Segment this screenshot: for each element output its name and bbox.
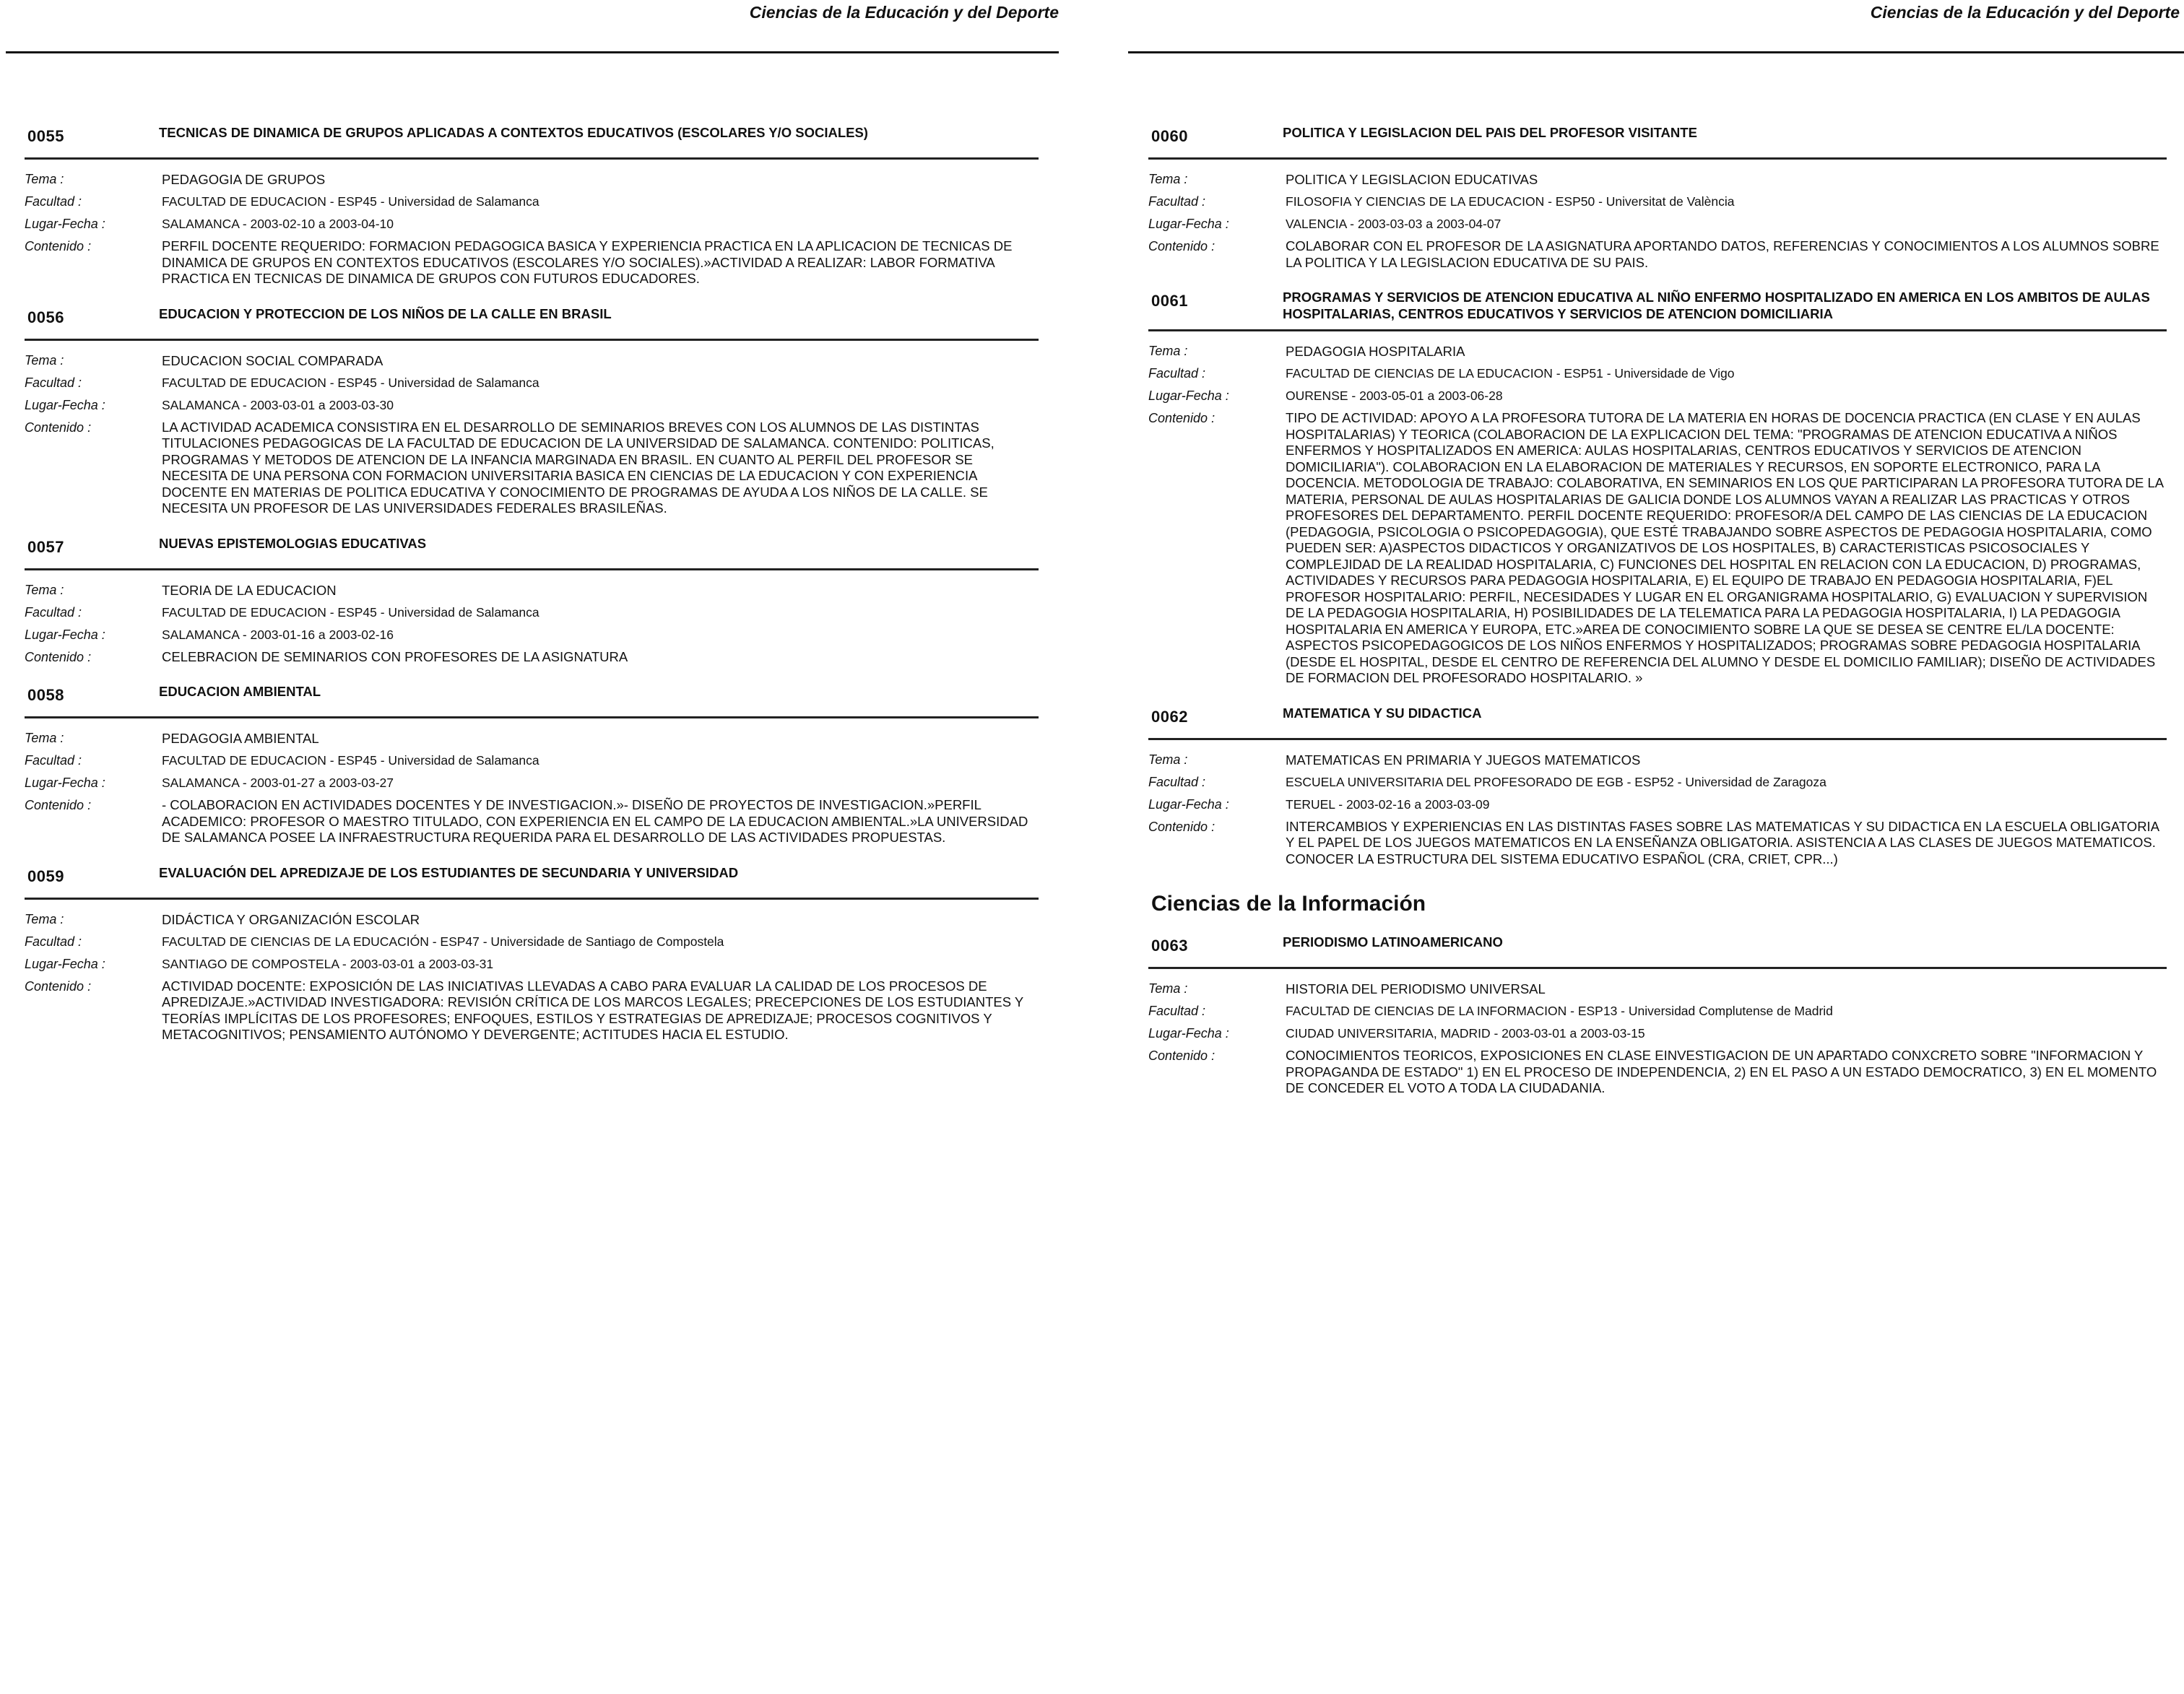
tema-value: TEORIA DE LA EDUCACION [162, 582, 337, 598]
facultad-value: FACULTAD DE EDUCACION - ESP45 - Universidad de Salamanca [162, 375, 540, 390]
tema-label: Tema : [25, 352, 64, 368]
entry-number: 0060 [1151, 127, 1188, 145]
entry-header [1148, 287, 2167, 331]
tema-value: MATEMATICAS EN PRIMARIA Y JUEGOS MATEMATICOS [1286, 752, 1641, 768]
lugar-fecha-value: CIUDAD UNIVERSITARIA, MADRID - 2003-03-01 a 2003-03-15 [1286, 1026, 1645, 1041]
field-tema [25, 167, 1039, 189]
entry-number: 0059 [27, 866, 64, 885]
entry-header [25, 534, 1039, 570]
tema-label: Tema : [1148, 344, 1188, 358]
facultad-label: Facultad : [25, 934, 82, 949]
entry-header [25, 682, 1039, 718]
field-tema [25, 348, 1039, 370]
field-facultad [25, 748, 1039, 770]
field-lugar-fecha [1148, 792, 2167, 815]
contenido-value: COLABORAR CON EL PROFESOR DE LA ASIGNATURA APORTANDO DATOS, REFERENCIAS Y CONOCIMIENTOS A LOS ALUMNOS SOBRE LA POLITICA Y LA LEGISLACION EDUCATIVA DE SU PAIS. [1286, 238, 2159, 270]
tema-label: Tema : [25, 582, 64, 597]
facultad-label: Facultad : [25, 194, 82, 209]
entry-number: 0056 [27, 308, 64, 326]
facultad-label: Facultad : [25, 753, 82, 768]
field-lugar-fecha [25, 952, 1039, 974]
contenido-label: Contenido : [1148, 411, 1216, 425]
lugar-fecha-label: Lugar-Fecha : [25, 217, 105, 231]
field-contenido [25, 974, 1039, 1045]
tema-value: POLITICA Y LEGISLACION EDUCATIVAS [1286, 172, 1538, 187]
entry-0059 [25, 863, 1039, 1045]
facultad-value: FILOSOFIA Y CIENCIAS DE LA EDUCACION - ESP50 - Universitat de València [1286, 194, 1735, 209]
tema-value: DIDÁCTICA Y ORGANIZACIÓN ESCOLAR [162, 911, 420, 927]
entry-number: 0058 [27, 686, 64, 704]
contenido-label: Contenido : [25, 978, 92, 994]
tema-label: Tema : [25, 731, 64, 745]
entry-title: POLITICA Y LEGISLACION DEL PAIS DEL PROFESOR VISITANTE [1283, 125, 1697, 140]
entry-title: TECNICAS DE DINAMICA DE GRUPOS APLICADAS A CONTEXTOS EDUCATIVOS (ESCOLARES Y/O SOCIALES) [159, 125, 868, 140]
contenido-label: Contenido : [1148, 819, 1216, 834]
entry-header [1148, 123, 2167, 160]
facultad-label: Facultad : [25, 375, 82, 390]
lugar-fecha-value: SALAMANCA - 2003-02-10 a 2003-04-10 [162, 217, 394, 231]
field-facultad [1148, 770, 2167, 792]
lugar-fecha-value: SALAMANCA - 2003-03-01 a 2003-03-30 [162, 397, 394, 412]
entry-header [25, 123, 1039, 160]
lugar-fecha-label: Lugar-Fecha : [25, 956, 105, 971]
field-tema [1148, 747, 2167, 770]
field-tema [25, 907, 1039, 929]
entry-number: 0063 [1151, 937, 1188, 955]
facultad-value: ESCUELA UNIVERSITARIA DEL PROFESORADO DE EGB - ESP52 - Universidad de Zaragoza [1286, 774, 1826, 789]
entry-0063 [1148, 932, 2167, 1098]
field-contenido [25, 234, 1039, 289]
field-contenido [1148, 815, 2167, 869]
field-lugar-fecha [25, 212, 1039, 234]
entry-0055 [25, 123, 1039, 289]
entry-header [25, 863, 1039, 900]
entry-0057 [25, 534, 1039, 667]
entry-number: 0062 [1151, 707, 1188, 726]
facultad-value: FACULTAD DE CIENCIAS DE LA EDUCACIÓN - ESP47 - Universidade de Santiago de Compostela [162, 934, 724, 949]
entry-list [25, 123, 1039, 1060]
tema-value: PEDAGOGIA DE GRUPOS [162, 172, 326, 187]
field-facultad [1148, 999, 2167, 1021]
entry-title: EDUCACION AMBIENTAL [159, 684, 321, 699]
lugar-fecha-value: SALAMANCA - 2003-01-27 a 2003-03-27 [162, 776, 394, 790]
facultad-value: FACULTAD DE EDUCACION - ESP45 - Universidad de Salamanca [162, 194, 540, 209]
facultad-label: Facultad : [1148, 366, 1206, 381]
tema-label: Tema : [1148, 172, 1188, 186]
entry-header [1148, 932, 2167, 969]
entry-title: MATEMATICA Y SU DIDACTICA [1283, 705, 1482, 721]
running-header: Ciencias de la Educación y del Deporte [749, 3, 1059, 22]
entry-title: NUEVAS EPISTEMOLOGIAS EDUCATIVAS [159, 535, 427, 551]
header-rule [6, 51, 1059, 53]
field-contenido [25, 793, 1039, 848]
entry-title: EDUCACION Y PROTECCION DE LOS NIÑOS DE LA CALLE EN BRASIL [159, 305, 612, 321]
contenido-label: Contenido : [25, 798, 92, 812]
field-facultad [25, 189, 1039, 212]
entry-title: PERIODISMO LATINOAMERICANO [1283, 934, 1503, 950]
entry-0060 [1148, 123, 2167, 272]
lugar-fecha-value: TERUEL - 2003-02-16 a 2003-03-09 [1286, 796, 1490, 812]
field-facultad [1148, 189, 2167, 212]
entry-title: EVALUACIÓN DEL APREDIZAJE DE LOS ESTUDIANTES DE SECUNDARIA Y UNIVERSIDAD [159, 864, 739, 880]
field-tema [25, 726, 1039, 748]
field-facultad [25, 370, 1039, 393]
facultad-label: Facultad : [1148, 1004, 1206, 1018]
right-page [1127, 0, 2184, 1694]
contenido-label: Contenido : [25, 649, 92, 664]
field-tema [1148, 976, 2167, 999]
field-tema [25, 578, 1039, 600]
entry-header [1148, 703, 2167, 740]
lugar-fecha-label: Lugar-Fecha : [1148, 1026, 1229, 1041]
facultad-value: FACULTAD DE EDUCACION - ESP45 - Universidad de Salamanca [162, 753, 540, 768]
facultad-value: FACULTAD DE EDUCACION - ESP45 - Universidad de Salamanca [162, 604, 540, 620]
tema-label: Tema : [25, 172, 64, 186]
contenido-value: LA ACTIVIDAD ACADEMICA CONSISTIRA EN EL DESARROLLO DE SEMINARIOS BREVES CON LOS ALUMNOS DE LAS DISTINTAS TITULACIONES PEDAGOGICAS DE LA FACULTAD DE EDUCACION DE LA UNIVERSIDAD DE SALAMANCA. CONTENIDO: POLITICAS, PROGRAMAS Y METODOS DE ATENCION DE LA INFANCIA MARGINADA EN BRASIL. EN CUANTO AL PERFIL DEL PROFESOR SE NECESITA DE UNA PERSONA CON FORMACION UNIVERSITARIA BASICA EN CIENCIAS DE LA EDUCACION Y CON EXPERIENCIA DOCENTE EN MATERIAS DE POLITICA EDUCATIVA Y CONOCIMIENTO DE PROGRAMAS DE AYUDA A LOS NIÑOS DE LA CALLE. SE NECESITA UN PROFESOR DE LAS UNIVERSIDADES FEDERALES BRASILEÑAS. [162, 419, 994, 516]
entry-number: 0061 [1151, 292, 1188, 310]
tema-label: Tema : [25, 911, 64, 926]
left-page [0, 0, 1062, 1694]
entry-0056 [25, 304, 1039, 518]
section-title: Ciencias de la Información [1151, 892, 1426, 916]
entry-number: 0055 [27, 127, 64, 145]
tema-label: Tema : [1148, 981, 1188, 996]
lugar-fecha-label: Lugar-Fecha : [1148, 388, 1229, 403]
field-contenido [25, 645, 1039, 667]
lugar-fecha-value: VALENCIA - 2003-03-03 a 2003-04-07 [1286, 217, 1502, 231]
contenido-label: Contenido : [1148, 1048, 1216, 1063]
entry-number: 0057 [27, 537, 64, 556]
facultad-value: FACULTAD DE CIENCIAS DE LA INFORMACION - ESP13 - Universidad Complutense de Madrid [1286, 1004, 1833, 1018]
field-facultad [1148, 361, 2167, 383]
facultad-label: Facultad : [1148, 194, 1206, 209]
field-lugar-fecha [25, 393, 1039, 415]
entry-0061 [1148, 287, 2167, 688]
entry-0058 [25, 682, 1039, 848]
tema-value: HISTORIA DEL PERIODISMO UNIVERSAL [1286, 981, 1546, 996]
facultad-value: FACULTAD DE CIENCIAS DE LA EDUCACION - ESP51 - Universidade de Vigo [1286, 366, 1735, 381]
field-tema [1148, 339, 2167, 361]
tema-value: PEDAGOGIA AMBIENTAL [162, 731, 319, 746]
field-lugar-fecha [25, 622, 1039, 645]
lugar-fecha-label: Lugar-Fecha : [1148, 796, 1229, 812]
field-tema [1148, 167, 2167, 189]
contenido-value: CONOCIMIENTOS TEORICOS, EXPOSICIONES EN CLASE EINVESTIGACION DE UN APARTADO CONXCRETO SOBRE "INFORMACION Y PROPAGANDA DE ESTADO" 1) EN EL PROCESO DE INDEPENDENCIA, 2) EN EL PASO A UN ESTADO DEMOCRATICO, 3) EN EL MOMENTO DE CONCEDER EL VOTO A TODA LA CIUDADANIA. [1286, 1048, 2157, 1095]
field-facultad [25, 929, 1039, 952]
tema-value: EDUCACION SOCIAL COMPARADA [162, 352, 384, 368]
running-header: Ciencias de la Educación y del Deporte [1870, 3, 2180, 22]
contenido-value: - COLABORACION EN ACTIVIDADES DOCENTES Y DE INVESTIGACION.»- DISEÑO DE PROYECTOS DE INVESTIGACION.»PERFIL ACADEMICO: PROFESOR O MAESTRO TITULADO, CON EXPERIENCIA EN EL CAMPO DE LA EDUCACION AMBIENTAL.»LA UNIVERSIDAD DE SALAMANCA POSEE LA INFRAESTRUCTURA REQUERIDA PARA EL DESARROLLO DE LAS ACTIVIDADES PROPUESTAS. [162, 797, 1028, 845]
field-contenido [1148, 1043, 2167, 1098]
contenido-label: Contenido : [1148, 239, 1216, 253]
contenido-value: PERFIL DOCENTE REQUERIDO: FORMACION PEDAGOGICA BASICA Y EXPERIENCIA PRACTICA EN LA APLICACION DE TECNICAS DE DINAMICA DE GRUPOS EN CONTEXTOS EDUCATIVOS (ESCOLARES Y/O SOCIALES).»ACTIVIDAD A REALIZAR: LABOR FORMATIVA PRACTICA EN TECNICAS DE DINAMICA DE GRUPOS CON FUTUROS EDUCADORES. [162, 238, 1013, 286]
contenido-value: CELEBRACION DE SEMINARIOS CON PROFESORES DE LA ASIGNATURA [162, 648, 628, 664]
lugar-fecha-label: Lugar-Fecha : [25, 627, 105, 642]
entry-header [25, 304, 1039, 341]
contenido-value: ACTIVIDAD DOCENTE: EXPOSICIÓN DE LAS INICIATIVAS LLEVADAS A CABO PARA EVALUAR LA CALIDAD DE LOS PROCESOS DE APREDIZAJE.»ACTIVIDAD INVESTIGADORA: REVISIÓN CRÍTICA DE LOS MARCOS LEGALES; PRECEPCIONES DE LOS ESTUDIANTES Y TEORÍAS IMPLÍCITAS DE LOS PROFESORES; ENFOQUES, ESTILOS Y ESTRATEGIAS DE APREDIZAJE; PROCESOS COGNITIVOS Y METACOGNITIVOS; PENSAMIENTO AUTÓNOMO Y DEVERGENTE; ACTITUDES HACIA EL ESTUDIO. [162, 978, 1023, 1042]
entry-0062 [1148, 703, 2167, 869]
lugar-fecha-label: Lugar-Fecha : [25, 397, 105, 412]
tema-label: Tema : [1148, 752, 1188, 767]
lugar-fecha-value: SALAMANCA - 2003-01-16 a 2003-02-16 [162, 627, 394, 642]
contenido-label: Contenido : [25, 239, 92, 253]
lugar-fecha-label: Lugar-Fecha : [1148, 217, 1229, 231]
entry-title: PROGRAMAS Y SERVICIOS DE ATENCION EDUCATIVA AL NIÑO ENFERMO HOSPITALIZADO EN AMERICA EN LOS AMBITOS DE AULAS HOSPITALARIAS, CENTROS EDUCATIVOS Y SERVICIOS DE ATENCION DOMICILIARIA [1283, 290, 2150, 321]
entry-list [1148, 123, 2167, 1113]
facultad-label: Facultad : [1148, 774, 1206, 789]
header-rule [1128, 51, 2184, 53]
field-contenido [1148, 406, 2167, 688]
field-lugar-fecha [1148, 383, 2167, 406]
field-contenido [25, 415, 1039, 518]
lugar-fecha-value: OURENSE - 2003-05-01 a 2003-06-28 [1286, 388, 1503, 403]
contenido-label: Contenido : [25, 420, 92, 435]
field-lugar-fecha [1148, 1021, 2167, 1043]
contenido-value: TIPO DE ACTIVIDAD: APOYO A LA PROFESORA TUTORA DE LA MATERIA EN HORAS DE DOCENCIA PRACTICA (EN CLASE Y EN AULAS HOSPITALARIAS) Y TEORICA (COLABORACION DE LA EXPLICACION DEL TEMA: "PROGRAMAS DE ATENCION EDUCATIVA A NIÑOS ENFERMOS Y HOSPITALIZADOS EN AMERICA: AULAS HOSPITALARIAS, CENTROS EDUCATIVOS Y SERVICIOS DE ATENCION DOMICILIARIA"). COLABORACION EN LA ELABORACION DE MATERIALES Y RECURSOS, EN SOPORTE ELECTRONICO, PARA LA DOCENCIA. METODOLOGIA DE TRABAJO: COLABORATIVA, EN SEMINARIOS EN LOS QUE PARTICIPARAN LA PROFESORA TUTORA DE LA MATERIA, PERSONAL DE AULAS HOSPITALARIAS DE GALICIA DONDE LOS ALUMNOS VAYAN A REALIZAR LAS PRACTICAS Y OTROS PROFESORES DEL DEPARTAMENTO. PERFIL DOCENTE REQUERIDO: PROFESOR/A DEL CAMPO DE LAS CIENCIAS DE LA EDUCACION (PEDAGOGIA, PSICOLOGIA O PSICOPEDAGOGIA), QUE ESTÉ TRABAJANDO SOBRE ASPECTOS DE PEDAGOGIA HOSPITALARIA, COMO PUEDEN SER: A)ASPECTOS DIDACTICOS Y ORGANIZATIVOS DE LOS HOSPITALES, B) CARACTERISTICAS PSICOSOCIALES Y COMPLEJIDAD DE LA REALIDAD HOSPITALARIA, C) FUNCIONES DEL HOSPITAL EN RELACION CON LA EDUCACION, D) PROGRAMAS, ACTIVIDADES Y RECURSOS PARA PEDAGOGIA HOSPITALARIA, E) EL EQUIPO DE TRABAJO EN PEDAGOGIA HOSPITALARIA, F)EL PROFESOR HOSPITALARIO: PERFIL, NECESIDADES Y LUGAR EN EL ORGANIGRAMA HOSPITALARIO, G) EVALUACION Y SUPERVISION DE LA PEDAGOGIA HOSPITALARIA, H) POSIBILIDADES DE LA TELEMATICA PARA LA PEDAGOGIA HOSPITALARIA, I) LA PEDAGOGIA HOSPITALARIA EN AMERICA Y EUROPA, ETC.»AREA DE CONOCIMIENTO SOBRE LA QUE SE DESEA SE CENTRE EL/LA DOCENTE: ASPECTOS PSICOPEDAGOGICOS DE LOS NIÑOS ENFERMOS Y HOSPITALIZADOS; PROGRAMAS SOBRE PEDAGOGIA HOSPITALARIA (DESDE EL HOSPITAL, DESDE EL CENTRO DE REFERENCIA DEL ALUMNO Y DESDE EL DOMICILIO FAMILIAR); DISEÑO DE ACTIVIDADES DE FORMACION DEL PROFESORADO HOSPITALARIO. » [1286, 410, 2164, 685]
contenido-value: INTERCAMBIOS Y EXPERIENCIAS EN LAS DISTINTAS FASES SOBRE LAS MATEMATICAS Y SU DIDACTICA EN LA ESCUELA OBLIGATORIA Y EL PAPEL DE LOS JUEGOS MATEMATICOS EN LA ENSEÑANZA OBLIGATORIA. ASISTENCIA A LAS CLASES DE JUEGOS MATEMATICOS. CONOCER LA ESTRUCTURA DEL SISTEMA EDUCATIVO ESPAÑOL (CRA, CRIET, CPR...) [1286, 818, 2159, 866]
tema-value: PEDAGOGIA HOSPITALARIA [1286, 344, 1465, 359]
field-lugar-fecha [25, 770, 1039, 793]
facultad-label: Facultad : [25, 604, 82, 620]
lugar-fecha-value: SANTIAGO DE COMPOSTELA - 2003-03-01 a 2003-03-31 [162, 956, 494, 971]
field-contenido [1148, 234, 2167, 272]
lugar-fecha-label: Lugar-Fecha : [25, 776, 105, 790]
field-facultad [25, 600, 1039, 622]
field-lugar-fecha [1148, 212, 2167, 234]
